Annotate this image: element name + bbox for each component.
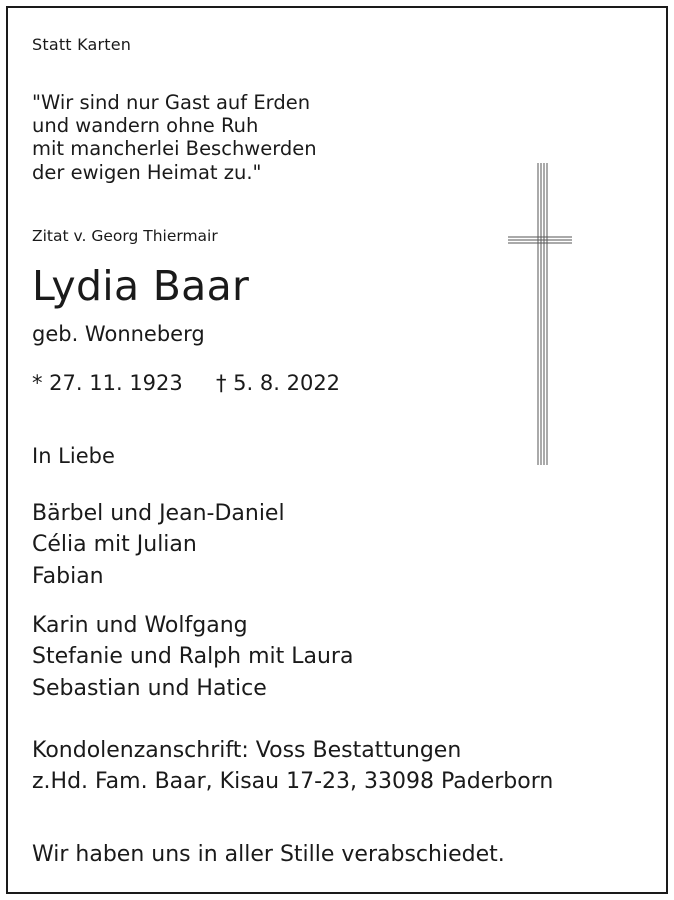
family-member: Bärbel und Jean-Daniel	[32, 501, 285, 526]
farewell-note: Wir haben uns in aller Stille verabschiedet.	[32, 842, 505, 867]
death-date: † 5. 8. 2022	[216, 371, 341, 395]
quote-line: mit mancherlei Beschwerden	[32, 137, 317, 160]
condolence-address: Kondolenzanschrift: Voss Bestattungen	[32, 738, 462, 763]
quote-line: "Wir sind nur Gast auf Erden	[32, 91, 311, 114]
cross-icon	[508, 163, 572, 465]
condolence-address: z.Hd. Fam. Baar, Kisau 17-23, 33098 Paderborn	[32, 769, 554, 794]
birth-date: * 27. 11. 1923	[32, 371, 183, 395]
deceased-name: Lydia Baar	[32, 262, 250, 310]
family-member: Stefanie und Ralph mit Laura	[32, 644, 354, 669]
closing-phrase: In Liebe	[32, 444, 115, 468]
quote-line: und wandern ohne Ruh	[32, 114, 259, 137]
family-member: Célia mit Julian	[32, 532, 197, 557]
quote-line: der ewigen Heimat zu."	[32, 161, 262, 184]
family-member: Sebastian und Hatice	[32, 676, 267, 701]
quote-attribution: Zitat v. Georg Thiermair	[32, 227, 218, 245]
family-member: Fabian	[32, 564, 104, 589]
header-text: Statt Karten	[32, 35, 132, 54]
maiden-name: geb. Wonneberg	[32, 322, 205, 346]
family-member: Karin und Wolfgang	[32, 613, 248, 638]
